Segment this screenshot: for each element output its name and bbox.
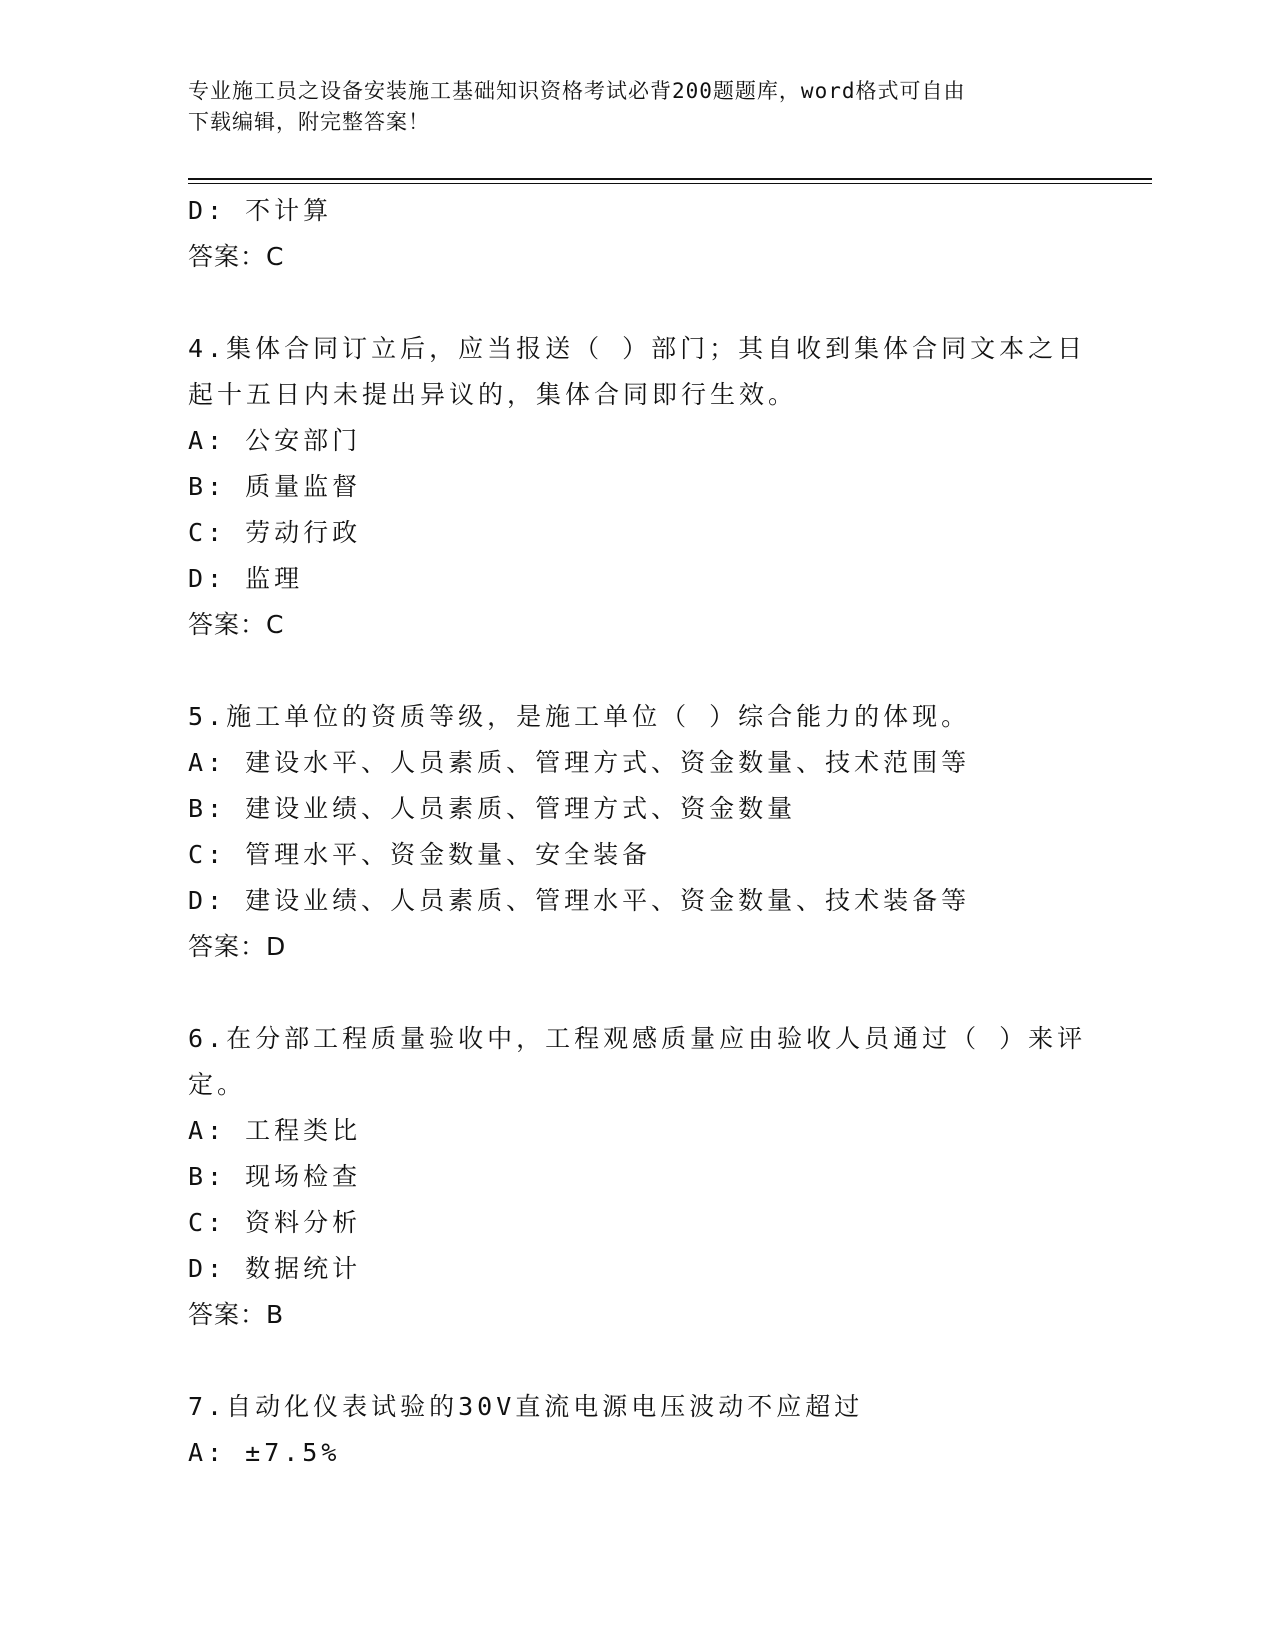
header-divider-thin — [188, 183, 1152, 184]
question-6-option-a: A: 工程类比 — [188, 1116, 362, 1145]
question-6-block — [188, 1016, 1088, 1338]
question-6-option-d: D: 数据统计 — [188, 1254, 362, 1283]
question-5-text-line-1: 5.施工单位的资质等级，是施工单位（ ）综合能力的体现。 — [188, 702, 971, 731]
spacer — [188, 648, 1088, 694]
question-6-text-line-2: 定。 — [188, 1070, 247, 1099]
question-6-option-c: C: 资料分析 — [188, 1208, 362, 1237]
question-3-option-d: D: 不计算 — [188, 196, 333, 225]
question-7-text-line-1: 7.自动化仪表试验的30V直流电源电压波动不应超过 — [188, 1392, 864, 1421]
question-7-option-a: A: ±7.5% — [188, 1438, 341, 1467]
spacer — [188, 970, 1088, 1016]
question-4-text-line-1: 4.集体合同订立后，应当报送（ ）部门；其自收到集体合同文本之日 — [188, 334, 1087, 363]
document-header — [188, 76, 1088, 138]
question-5-block — [188, 694, 1088, 970]
question-7-block — [188, 1384, 1088, 1476]
header-title-line-1: 专业施工员之设备安装施工基础知识资格考试必背200题题库，word格式可自由 — [188, 79, 966, 103]
question-6-answer: 答案：B — [188, 1300, 285, 1329]
question-5-option-b: B: 建设业绩、人员素质、管理方式、资金数量 — [188, 794, 797, 823]
spacer — [188, 280, 1088, 326]
question-5-option-c: C: 管理水平、资金数量、安全装备 — [188, 840, 652, 869]
question-6-text-line-1: 6.在分部工程质量验收中，工程观感质量应由验收人员通过（ ）来评 — [188, 1024, 1087, 1053]
question-3-answer: 答案：C — [188, 242, 285, 271]
question-4-option-d: D: 监理 — [188, 564, 304, 593]
header-title-line-2: 下载编辑，附完整答案！ — [188, 110, 430, 134]
question-4-answer: 答案：C — [188, 610, 285, 639]
question-4-block — [188, 326, 1088, 648]
question-4-text-line-2: 起十五日内未提出异议的，集体合同即行生效。 — [188, 380, 798, 409]
header-divider-thick — [188, 178, 1152, 180]
question-6-option-b: B: 现场检查 — [188, 1162, 362, 1191]
spacer — [188, 1338, 1088, 1384]
question-5-answer: 答案：D — [188, 932, 287, 961]
question-5-option-d: D: 建设业绩、人员素质、管理水平、资金数量、技术装备等 — [188, 886, 971, 915]
question-4-option-c: C: 劳动行政 — [188, 518, 362, 547]
question-3-block — [188, 188, 1088, 280]
question-4-option-a: A: 公安部门 — [188, 426, 362, 455]
question-4-option-b: B: 质量监督 — [188, 472, 362, 501]
question-list — [188, 188, 1088, 1476]
question-5-option-a: A: 建设水平、人员素质、管理方式、资金数量、技术范围等 — [188, 748, 971, 777]
